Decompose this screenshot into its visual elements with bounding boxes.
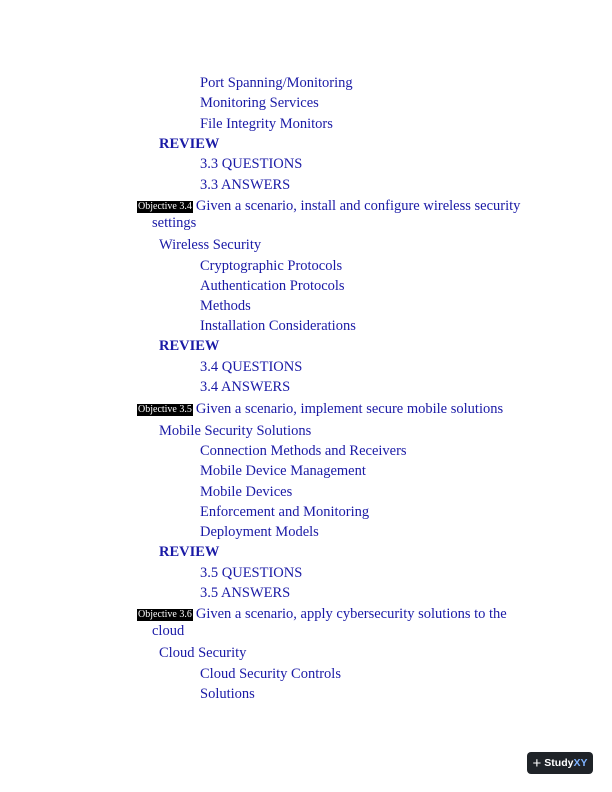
toc-item-34-answers[interactable]: 3.4 ANSWERS <box>200 379 291 395</box>
toc-review-heading[interactable]: REVIEW <box>159 338 220 354</box>
objective-badge: Objective 3.5 <box>138 404 192 415</box>
logo-text: StudyXY <box>544 757 588 769</box>
objective-badge: Objective 3.6 <box>138 609 192 620</box>
toc-item-mobile-devices[interactable]: Mobile Devices <box>200 484 293 500</box>
toc-review-heading[interactable]: REVIEW <box>159 136 220 152</box>
toc-item-34-questions[interactable]: 3.4 QUESTIONS <box>200 359 303 375</box>
toc-item-file-integrity[interactable]: File Integrity Monitors <box>200 116 333 132</box>
toc-item-enforcement[interactable]: Enforcement and Monitoring <box>200 504 370 520</box>
toc-objective-34[interactable] <box>137 198 537 232</box>
toc-item-authentication-protocols[interactable]: Authentication Protocols <box>200 278 345 294</box>
toc-review-heading[interactable]: REVIEW <box>159 544 220 560</box>
toc-item-connection-methods[interactable]: Connection Methods and Receivers <box>200 443 407 459</box>
toc-item-35-answers[interactable]: 3.5 ANSWERS <box>200 585 291 601</box>
objective-badge: Objective 3.4 <box>138 201 192 212</box>
toc-item-33-questions[interactable]: 3.3 QUESTIONS <box>200 156 303 172</box>
toc-item-deployment-models[interactable]: Deployment Models <box>200 524 319 540</box>
objective-text-continued: settings <box>152 215 197 231</box>
toc-section-cloud-security[interactable]: Cloud Security <box>159 645 247 661</box>
studyxy-logo <box>527 752 593 774</box>
toc-item-cryptographic-protocols[interactable]: Cryptographic Protocols <box>200 258 343 274</box>
toc-objective-35[interactable] <box>137 401 537 418</box>
objective-text-continued: cloud <box>152 623 185 639</box>
plus-icon: + <box>532 754 542 772</box>
objective-text: Given a scenario, install and configure wireless security <box>195 198 521 214</box>
toc-objective-36[interactable] <box>137 606 537 640</box>
toc-item-monitoring-services[interactable]: Monitoring Services <box>200 95 319 111</box>
toc-section-wireless-security[interactable]: Wireless Security <box>159 237 262 253</box>
toc-item-solutions[interactable]: Solutions <box>200 686 255 702</box>
objective-text: Given a scenario, implement secure mobile solutions <box>195 401 504 417</box>
objective-text: Given a scenario, apply cybersecurity solutions to the <box>195 606 507 622</box>
toc-item-methods[interactable]: Methods <box>200 298 251 314</box>
toc-section-mobile-security[interactable]: Mobile Security Solutions <box>159 423 312 439</box>
toc-item-33-answers[interactable]: 3.3 ANSWERS <box>200 177 291 193</box>
toc-item-cloud-security-controls[interactable]: Cloud Security Controls <box>200 666 341 682</box>
toc-item-35-questions[interactable]: 3.5 QUESTIONS <box>200 565 303 581</box>
toc-item-installation-considerations[interactable]: Installation Considerations <box>200 318 356 334</box>
toc-item-mdm[interactable]: Mobile Device Management <box>200 463 366 479</box>
toc-item-port-spanning[interactable]: Port Spanning/Monitoring <box>200 75 353 91</box>
